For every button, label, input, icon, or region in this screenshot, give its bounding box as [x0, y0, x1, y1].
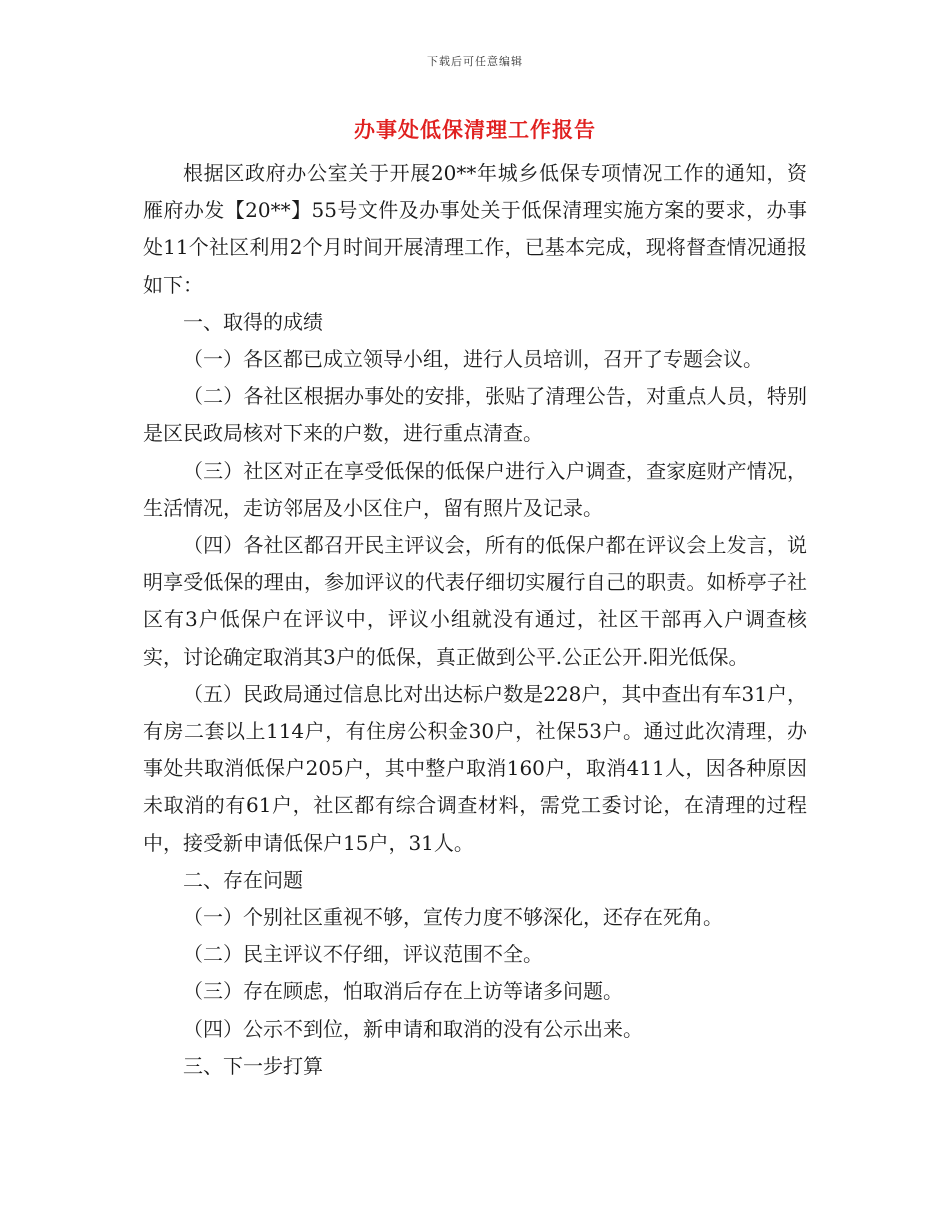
section-heading-achievements: 一、取得的成绩 — [183, 309, 323, 334]
paragraph-achievement-2: （二）各社区根据办事处的安排，张贴了清理公告，对重点人员，特别是区民政局核对下来的户数，进行重点清查。 — [143, 384, 807, 446]
document-title: 办事处低保清理工作报告 — [354, 117, 596, 142]
paragraph-problem-4: （四）公示不到位，新申请和取消的没有公示出来。 — [183, 1016, 643, 1041]
section-heading-problems: 二、存在问题 — [183, 867, 303, 892]
paragraph-intro: 根据区政府办公室关于开展20**年城乡低保专项情况工作的通知，资雁府办发【20**】55号文件及办事处关于低保清理实施方案的要求，办事处11个社区利用2个月时间开展清理工作，已基本完成，现将督查情况通报如下： — [143, 161, 807, 297]
page-header-note: 下载后可任意编辑 — [427, 55, 523, 68]
paragraph-achievement-4: （四）各社区都召开民主评议会，所有的低保户都在评议会上发言，说明享受低保的理由，参加评议的代表仔细切实履行自己的职责。如桥亭子社区有3户低保户在评议中，评议小组就没有通过，社区干部再入户调查核实，讨论确定取消其3户的低保，真正做到公平.公正公开.阳光低保。 — [143, 533, 807, 669]
section-heading-next-steps: 三、下一步打算 — [183, 1053, 323, 1078]
document-body — [143, 155, 807, 1085]
paragraph-achievement-5: （五）民政局通过信息比对出达标户数是228户，其中查出有车31户，有房二套以上114户，有住房公积金30户，社保53户。通过此次清理，办事处共取消低保户205户，其中整户取消160户，取消411人，因各种原因未取消的有61户，社区都有综合调查材料，需党工委讨论，在清理的过程中，接受新申请低保户15户，31人。 — [143, 681, 807, 855]
paragraph-achievement-3: （三）社区对正在享受低保的低保户进行入户调查，查家庭财产情况，生活情况，走访邻居及小区住户，留有照片及记录。 — [143, 458, 807, 520]
paragraph-problem-1: （一）个别社区重视不够，宣传力度不够深化，还存在死角。 — [183, 905, 723, 930]
paragraph-achievement-1: （一）各区都已成立领导小组，进行人员培训，召开了专题会议。 — [183, 347, 763, 372]
paragraph-problem-2: （二）民主评议不仔细，评议范围不全。 — [183, 942, 543, 967]
paragraph-problem-3: （三）存在顾虑，怕取消后存在上访等诸多问题。 — [183, 979, 623, 1004]
